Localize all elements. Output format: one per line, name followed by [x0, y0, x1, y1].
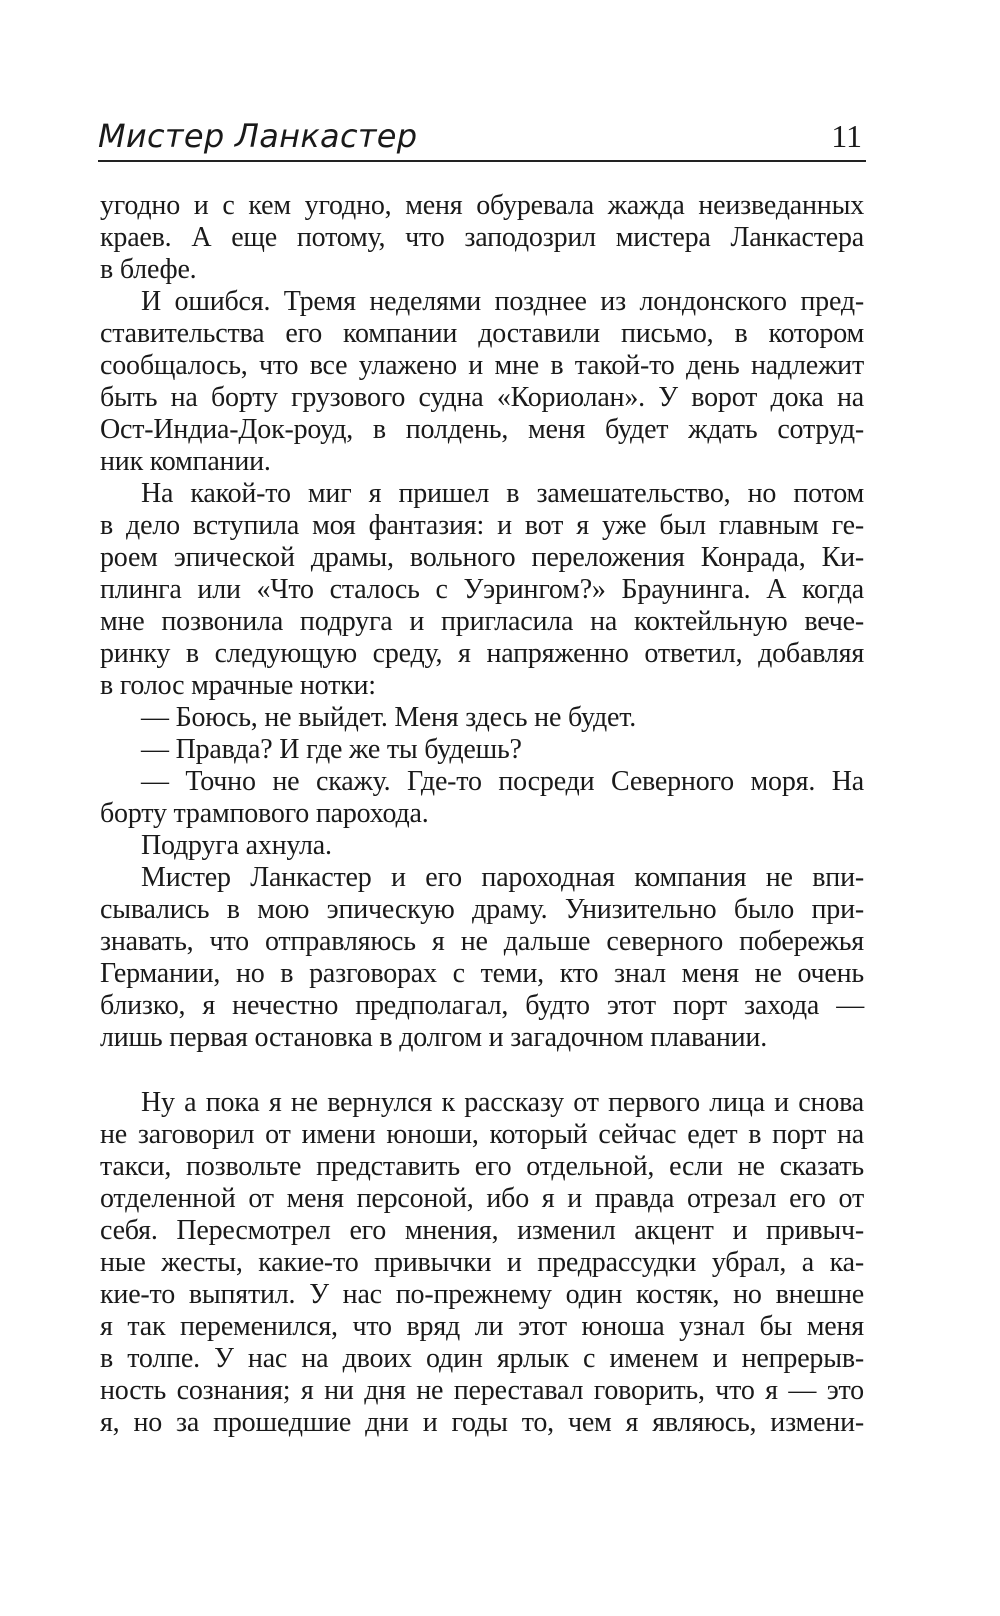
text-line: сообщалось, что все улажено и мне в такой-то день надлежит — [100, 350, 864, 381]
page-number: 11 — [831, 118, 862, 154]
text-line: Мистер Ланкастер и его пароходная компания не впи- — [141, 862, 864, 893]
text-line: ность сознания; я ни дня не переставал говорить, что я — это — [100, 1375, 864, 1406]
text-line: в дело вступила моя фантазия: и вот я уже был главным ге- — [100, 510, 864, 541]
text-line: кие-то выпятил. У нас по-прежнему один костяк, но внешне — [100, 1279, 864, 1310]
text-line: роем эпической драмы, вольного переложения Конрада, Ки- — [100, 542, 864, 573]
text-line: плинга или «Что сталось с Уэрингом?» Браунинга. А когда — [100, 574, 864, 605]
text-line: мне позвонила подруга и пригласила на коктейльную вече- — [100, 606, 864, 637]
text-line: И ошибся. Тремя неделями позднее из лондонского пред- — [141, 286, 864, 317]
text-line: быть на борту грузового судна «Кориолан». У ворот дока на — [100, 382, 864, 413]
text-line: я так переменился, что вряд ли этот юноша узнал бы меня — [100, 1311, 864, 1342]
text-line: угодно и с кем угодно, меня обуревала жажда неизведанных — [100, 190, 864, 221]
text-line: Ну а пока я не вернулся к рассказу от первого лица и снова — [141, 1087, 864, 1118]
dialogue-line: — Точно не скажу. Где-то посреди Северного моря. На — [141, 766, 864, 797]
text-line: Ост-Индиа-Док-роуд, в полдень, меня будет ждать сотруд- — [100, 414, 864, 445]
dialogue-line: — Боюсь, не выйдет. Меня здесь не будет. — [141, 702, 637, 733]
text-line: ник компании. — [100, 446, 271, 477]
text-line: отделенной от меня персоной, ибо я и правда отрезал его от — [100, 1183, 864, 1214]
text-line: ные жесты, какие-то привычки и предрассудки убрал, а ка- — [100, 1247, 864, 1278]
text-line: борту трампового парохода. — [100, 798, 429, 829]
text-line: сывались в мою эпическую драму. Унизительно было при- — [100, 894, 864, 925]
text-line: На какой-то миг я пришел в замешательство, но потом — [141, 478, 864, 509]
text-line: в голос мрачные нотки: — [100, 670, 376, 701]
text-line: Германии, но в разговорах с теми, кто знал меня не очень — [100, 958, 864, 989]
running-title: Мистер Ланкастер — [98, 117, 418, 155]
text-line: в блефе. — [100, 254, 197, 285]
text-line: не заговорил от имени юноши, который сейчас едет в порт на — [100, 1119, 864, 1150]
text-line: Подруга ахнула. — [141, 830, 332, 861]
text-line: ринку в следующую среду, я напряженно ответил, добавляя — [100, 638, 864, 669]
text-line: я, но за прошедшие дни и годы то, чем я являюсь, измени- — [100, 1407, 864, 1438]
text-line: краев. А еще потому, что заподозрил мистера Ланкастера — [100, 222, 864, 253]
text-line: в толпе. У нас на двоих один ярлык с именем и непрерыв- — [100, 1343, 864, 1374]
dialogue-line: — Правда? И где же ты будешь? — [141, 734, 522, 765]
text-line: ставительства его компании доставили письмо, в котором — [100, 318, 864, 349]
text-line: лишь первая остановка в долгом и загадочном плавании. — [100, 1022, 768, 1053]
text-line: себя. Пересмотрел его мнения, изменил акцент и привыч- — [100, 1215, 864, 1246]
text-line: такси, позвольте представить его отдельной, если не сказать — [100, 1151, 864, 1182]
text-line: близко, я нечестно предполагал, будто этот порт захода — — [100, 990, 864, 1021]
text-line: знавать, что отправляюсь я не дальше северного побережья — [100, 926, 864, 957]
running-head — [98, 112, 866, 162]
